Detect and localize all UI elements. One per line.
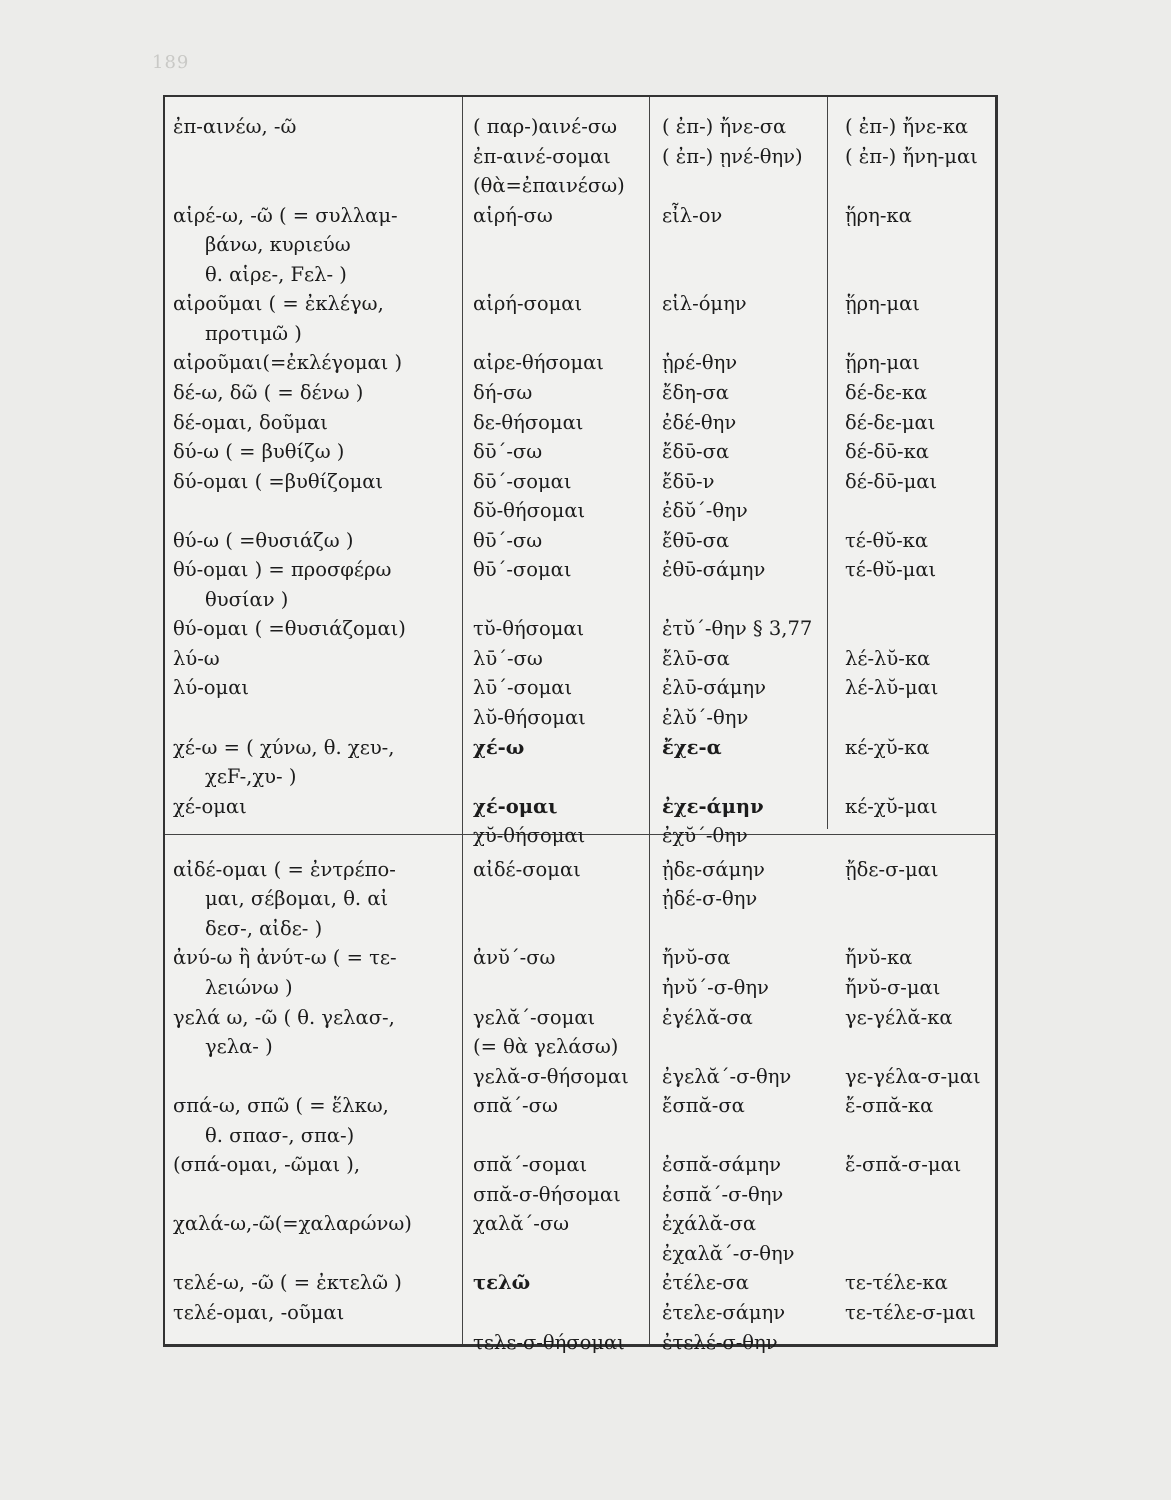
table-row xyxy=(165,378,995,407)
present-form-cell: θ. σπασ-, σπα-) xyxy=(205,1123,355,1147)
perfect-form-cell: ᾕρη-κα xyxy=(845,203,912,227)
perfect-form-cell: γε-γέλα-σ-μαι xyxy=(845,1064,981,1088)
table-row xyxy=(165,201,995,230)
table-row xyxy=(165,289,995,318)
aorist-form-cell: ἐλῠ΄-θην xyxy=(662,706,749,729)
future-form-cell: (= θὰ γελάσω) xyxy=(473,1035,619,1059)
perfect-form-cell: ᾕρη-μαι xyxy=(845,351,920,375)
aorist-form-cell: ἐλῡ-σάμην xyxy=(662,676,766,700)
aorist-form-cell: ἔδη-σα xyxy=(662,380,729,404)
perfect-form-cell: ἔ-σπᾰ-κα xyxy=(845,1094,934,1118)
future-form-cell: δῡ΄-σομαι xyxy=(473,469,572,493)
aorist-form-cell: ἐγέλᾰ-σα xyxy=(662,1005,753,1029)
aorist-form-cell: ἐσπᾰ-σάμην xyxy=(662,1153,782,1177)
present-form-cell: χαλά-ω,-ῶ(=χαλαρώνω) xyxy=(173,1212,412,1236)
aorist-form-cell: ἔχε-α xyxy=(662,735,722,759)
aorist-form-cell: ἐχῠ΄-θην xyxy=(662,824,748,848)
aorist-form-cell: ἔδῡ-ν xyxy=(662,469,715,493)
aorist-form-cell: εἶλ-ον xyxy=(662,203,723,227)
present-form-cell: δύ-ομαι ( =βυθίζομαι xyxy=(173,469,384,493)
future-form-cell: θῡ΄-σομαι xyxy=(473,558,572,582)
present-form-cell: δέ-ω, δῶ ( = δένω ) xyxy=(173,380,364,404)
future-form-cell: αἰδέ-σομαι xyxy=(473,857,581,881)
aorist-form-cell: ᾐδε-σάμην xyxy=(662,857,765,881)
present-form-cell: δέ-ομαι, δοῦμαι xyxy=(173,410,328,434)
verb-principal-parts-table xyxy=(163,95,998,1354)
perfect-form-cell: ἔ-σπᾰ-σ-μαι xyxy=(845,1153,962,1177)
perfect-form-cell: τε-τέλε-σ-μαι xyxy=(845,1301,976,1324)
perfect-form-cell: τέ-θῠ-κα xyxy=(845,528,929,552)
present-form-cell: αἱρέ-ω, -ῶ ( = συλλαμ- xyxy=(173,203,398,227)
table-row xyxy=(165,1209,995,1238)
aorist-form-cell: ( ἐπ-) ῃνέ-θην) xyxy=(662,144,803,168)
aorist-form-cell: ἤνῠ-σα xyxy=(662,946,731,970)
aorist-form-cell: ἐγελᾰ΄-σ-θην xyxy=(662,1064,792,1088)
aorist-form-cell: ἐδῠ΄-θην xyxy=(662,499,748,523)
perfect-form-cell: γε-γέλᾰ-κα xyxy=(845,1005,953,1029)
perfect-form-cell: τέ-θῠ-μαι xyxy=(845,558,937,582)
present-form-cell: λύ-ομαι xyxy=(173,676,250,700)
perfect-form-cell: λέ-λῠ-κα xyxy=(845,646,931,670)
aorist-form-cell: εἱλ-όμην xyxy=(662,292,747,316)
future-form-cell: χέ-ω xyxy=(473,735,525,759)
present-form-cell: γελα- ) xyxy=(205,1035,273,1059)
aorist-form-cell: ἔθῡ-σα xyxy=(662,528,730,552)
future-form-cell: αἱρή-σω xyxy=(473,203,553,227)
present-form-cell: βάνω, κυριεύω xyxy=(205,233,351,257)
future-form-cell: λῡ΄-σομαι xyxy=(473,676,573,700)
future-form-cell: ἐπ-αινέ-σομαι xyxy=(473,144,611,168)
future-form-cell: δῠ-θήσομαι xyxy=(473,499,586,523)
table-row xyxy=(165,703,995,732)
table-row xyxy=(165,673,995,702)
present-form-cell: δεσ-, αἰδε- ) xyxy=(205,916,323,940)
present-form-cell: χέ-ομαι xyxy=(173,794,247,818)
present-form-cell: θυσίαν ) xyxy=(205,587,289,611)
table-row xyxy=(165,1298,995,1327)
aorist-form-cell: ἐχάλᾰ-σα xyxy=(662,1212,757,1236)
table-row xyxy=(165,1003,995,1032)
future-form-cell: δή-σω xyxy=(473,380,533,404)
perfect-form-cell: ᾔδε-σ-μαι xyxy=(845,857,939,881)
table-row xyxy=(165,1150,995,1179)
table-row xyxy=(165,496,995,525)
future-form-cell: τῠ-θήσομαι xyxy=(473,617,585,641)
table-row xyxy=(165,1032,995,1061)
table-row xyxy=(165,142,995,171)
present-form-cell: θύ-ομαι ( =θυσιάζομαι) xyxy=(173,617,406,641)
table-row xyxy=(165,821,995,850)
future-form-cell: δῡ΄-σω xyxy=(473,440,543,464)
page-number: 189 xyxy=(152,52,190,73)
future-form-cell: λῠ-θήσομαι xyxy=(473,706,586,729)
present-form-cell: χέ-ω = ( χύνω, θ. χευ-, xyxy=(173,735,395,759)
present-form-cell: θ. αἱρε-, Fελ- ) xyxy=(205,262,347,286)
table-row xyxy=(165,943,995,972)
aorist-form-cell: ἐτέλε-σα xyxy=(662,1271,749,1295)
aorist-form-cell: ἔλῡ-σα xyxy=(662,646,730,670)
perfect-form-cell: κέ-χῠ-κα xyxy=(845,735,930,759)
present-form-cell: θύ-ομαι ) = προσφέρω xyxy=(173,558,392,582)
perfect-form-cell: ( ἐπ-) ἤνη-μαι xyxy=(845,144,978,168)
present-form-cell: θύ-ω ( =θυσιάζω ) xyxy=(173,528,354,552)
perfect-form-cell: τε-τέλε-κα xyxy=(845,1271,948,1295)
present-form-cell: χεF-,χυ- ) xyxy=(205,765,297,789)
table-row xyxy=(165,526,995,555)
perfect-form-cell: δέ-δε-κα xyxy=(845,380,928,404)
future-form-cell: δε-θήσομαι xyxy=(473,410,584,434)
present-form-cell: γελά ω, -ῶ ( θ. γελασ-, xyxy=(173,1005,395,1029)
future-form-cell: αἱρή-σομαι xyxy=(473,292,583,316)
aorist-form-cell: ἐχαλᾰ΄-σ-θην xyxy=(662,1241,795,1265)
table-row xyxy=(165,260,995,289)
aorist-form-cell: ᾐδέ-σ-θην xyxy=(662,887,758,911)
future-form-cell: χαλᾰ΄-σω xyxy=(473,1212,570,1236)
present-form-cell: ἐπ-αινέω, -ῶ xyxy=(173,115,297,138)
present-form-cell: σπά-ω, σπῶ ( = ἕλκω, xyxy=(173,1094,389,1118)
present-form-cell: αἱροῦμαι(=ἐκλέγομαι ) xyxy=(173,351,403,375)
present-form-cell: λειώνω ) xyxy=(205,975,293,999)
future-form-cell: γελᾰ-σ-θήσομαι xyxy=(473,1064,629,1088)
present-form-cell: τελέ-ομαι, -οῦμαι xyxy=(173,1301,345,1324)
aorist-form-cell: ἠνῠ΄-σ-θην xyxy=(662,975,769,999)
aorist-form-cell: ( ἐπ-) ἤνε-σα xyxy=(662,115,787,138)
table-row xyxy=(165,1180,995,1209)
table-row xyxy=(165,973,995,1002)
table-row xyxy=(165,1121,995,1150)
aorist-form-cell: ἐτελε-σάμην xyxy=(662,1301,786,1324)
perfect-form-cell: ἤνῠ-κα xyxy=(845,946,913,970)
table-row xyxy=(165,585,995,614)
future-form-cell: σπᾰ΄-σομαι xyxy=(473,1153,588,1177)
aorist-form-cell: ἐχε-άμην xyxy=(662,794,764,818)
future-form-cell: αἱρε-θήσομαι xyxy=(473,351,604,375)
table-row xyxy=(165,467,995,496)
future-form-cell: σπᾰ΄-σω xyxy=(473,1094,558,1118)
table-row xyxy=(165,555,995,584)
future-form-cell: σπᾰ-σ-θήσομαι xyxy=(473,1182,621,1206)
future-form-cell: ἀνῠ΄-σω xyxy=(473,946,556,970)
table-row xyxy=(165,348,995,377)
present-form-cell: ἀνύ-ω ἢ ἀνύτ-ω ( = τε- xyxy=(173,946,397,970)
future-form-cell: γελᾰ΄-σομαι xyxy=(473,1005,596,1029)
table-row xyxy=(165,914,995,943)
aorist-form-cell: ἐτελέ-σ-θην xyxy=(662,1330,778,1354)
future-form-cell: τελῶ xyxy=(473,1271,531,1295)
table-row xyxy=(165,644,995,673)
present-form-cell: αἱροῦμαι ( = ἐκλέγω, xyxy=(173,292,384,316)
aorist-form-cell: ἐτῠ΄-θην § 3,77 xyxy=(662,617,813,641)
aorist-form-cell: ἐθῡ-σάμην xyxy=(662,558,766,582)
table-row xyxy=(165,1328,995,1357)
perfect-form-cell: ( ἐπ-) ἤνε-κα xyxy=(845,115,969,138)
table-row xyxy=(165,614,995,643)
table-row xyxy=(165,733,995,762)
aorist-form-cell: ἐδέ-θην xyxy=(662,410,737,434)
present-form-cell: δύ-ω ( = βυθίζω ) xyxy=(173,440,345,464)
table-row xyxy=(165,408,995,437)
table-row xyxy=(165,437,995,466)
table-row xyxy=(165,1062,995,1091)
future-form-cell: λῡ΄-σω xyxy=(473,646,543,670)
table-row xyxy=(165,855,995,884)
perfect-form-cell: ᾕρη-μαι xyxy=(845,292,920,316)
future-form-cell: χέ-ομαι xyxy=(473,794,558,818)
aorist-form-cell: ᾑρέ-θην xyxy=(662,351,738,375)
perfect-form-cell: ἤνῠ-σ-μαι xyxy=(845,975,941,999)
present-form-cell: λύ-ω xyxy=(173,646,220,670)
present-form-cell: αἰδέ-ομαι ( = ἐντρέπο- xyxy=(173,857,396,881)
future-form-cell: θῡ΄-σω xyxy=(473,528,543,552)
present-form-cell: μαι, σέβομαι, θ. αἰ xyxy=(205,887,389,911)
table-row xyxy=(165,792,995,821)
table-row xyxy=(165,762,995,791)
table-row xyxy=(165,1239,995,1268)
table-row xyxy=(165,171,995,200)
table-row xyxy=(165,1268,995,1297)
future-form-cell: τελε-σ-θήσομαι xyxy=(473,1330,625,1354)
aorist-form-cell: ἐσπᾰ΄-σ-θην xyxy=(662,1182,784,1206)
future-form-cell: (θὰ=ἐπαινέσω) xyxy=(473,174,625,198)
present-form-cell: τελέ-ω, -ῶ ( = ἐκτελῶ ) xyxy=(173,1271,402,1295)
aorist-form-cell: ἔσπᾰ-σα xyxy=(662,1094,745,1118)
perfect-form-cell: λέ-λῠ-μαι xyxy=(845,676,939,700)
perfect-form-cell: κέ-χῠ-μαι xyxy=(845,794,938,818)
perfect-form-cell: δέ-δῡ-κα xyxy=(845,440,929,464)
table-row xyxy=(165,230,995,259)
perfect-form-cell: δέ-δῡ-μαι xyxy=(845,469,938,493)
future-form-cell: χῠ-θήσομαι xyxy=(473,824,586,848)
present-form-cell: προτιμῶ ) xyxy=(205,321,302,345)
table-row xyxy=(165,112,995,141)
future-form-cell: ( παρ-)αινέ-σω xyxy=(473,115,618,138)
table-row xyxy=(165,319,995,348)
table-row xyxy=(165,884,995,913)
aorist-form-cell: ἔδῡ-σα xyxy=(662,440,730,464)
present-form-cell: (σπά-ομαι, -ῶμαι ), xyxy=(173,1153,361,1177)
table-row xyxy=(165,1091,995,1120)
perfect-form-cell: δέ-δε-μαι xyxy=(845,410,936,434)
